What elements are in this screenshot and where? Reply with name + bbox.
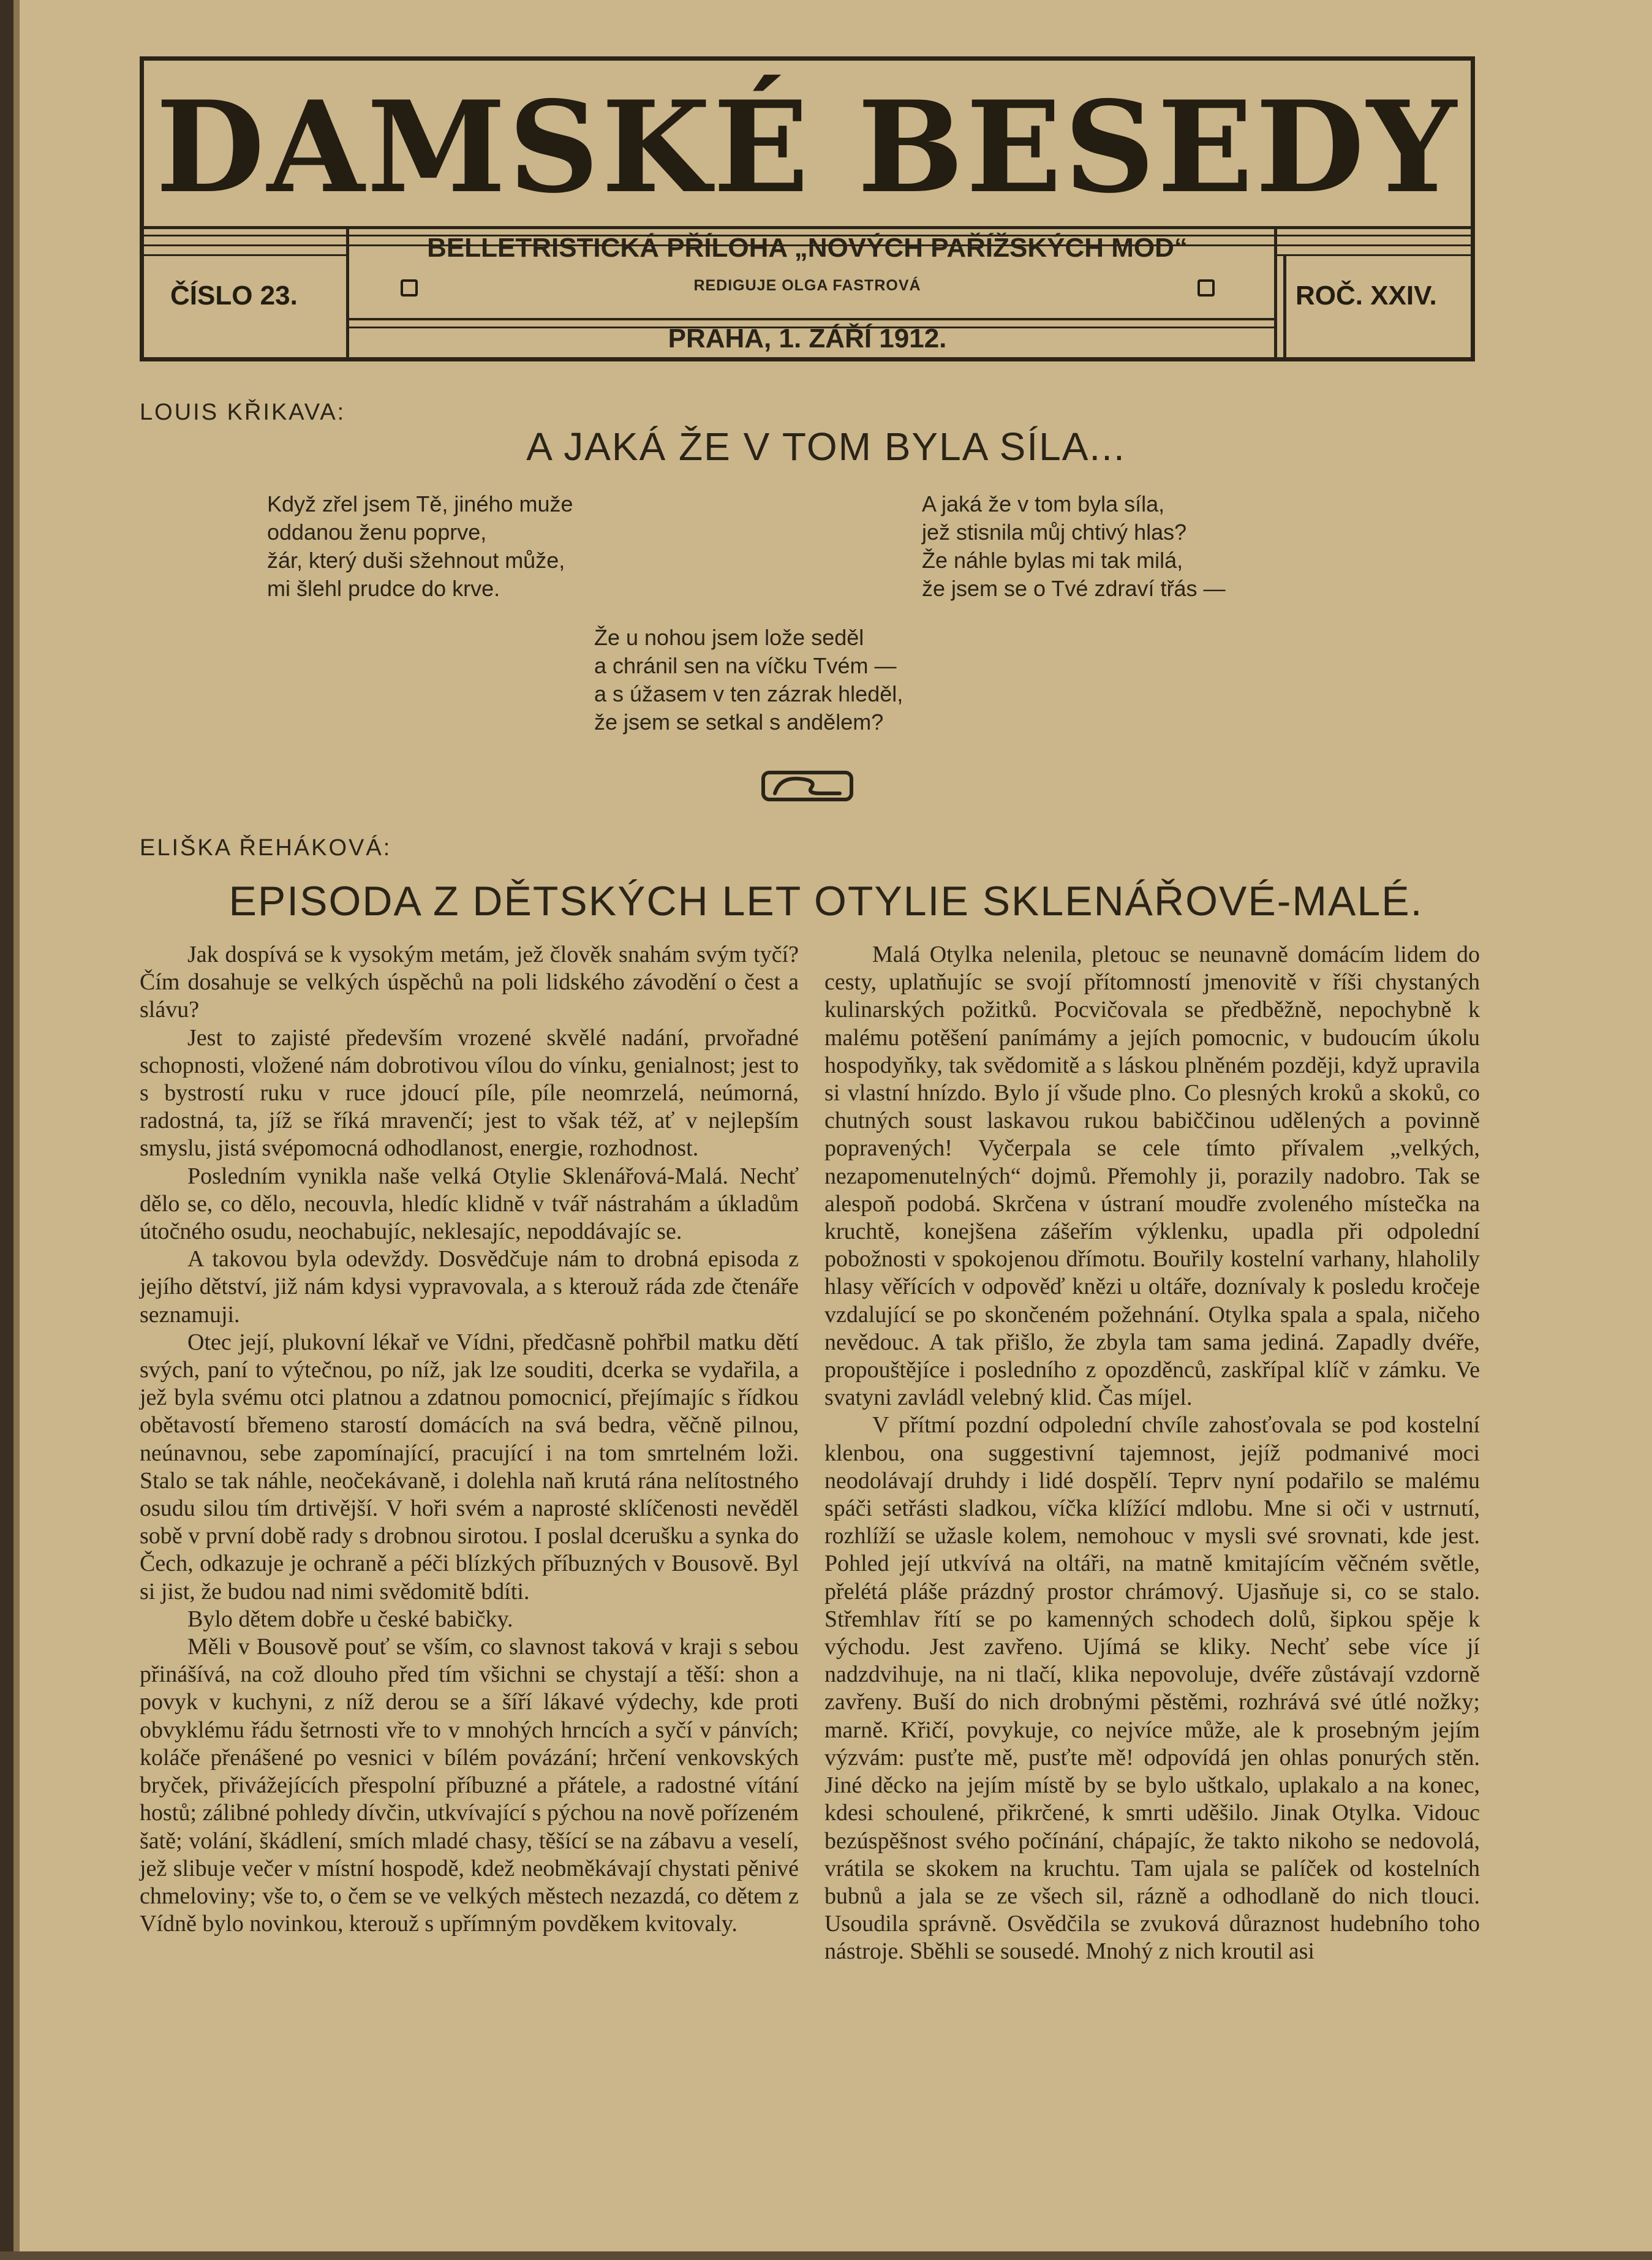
- decorative-ornament: [761, 769, 853, 803]
- binding-edge: [13, 0, 20, 2260]
- story-paragraph: Otec její, plukovní lékař ve Vídni, předčasně pohřbil matku dětí svých, paní to výtečnou, po níž, jak lze souditi, dcerka se vydařila, a jež byla svému otci platnou a zdatnou pomocnicí, přejímajíc s řídkou obětavostí břemeno starostí domácích na svá bedra, věčně pilnou, neúnavnou, sebe zapomínající, pracující i na tom smrtelném loži. Stalo se tak náhle, neočekávaně, i dolehla naň krutá rána nelítostného osudu silou tím drtivější. V hoři svém a naprosté sklíčenosti nevěděl sobě v první době rady s drobnou sirotou. I poslal dcerušku a synka do Čech, odkazuje je ochraně a péči blízkých příbuzných v Bousově. Byl si jist, že budou nad nimi svědomitě bdíti.: [140, 1329, 799, 1604]
- story-right-column: [824, 941, 1480, 1966]
- masthead-rule: [1277, 254, 1471, 256]
- binding-spine: [0, 0, 13, 2260]
- editor-line: REDIGUJE OLGA FASTROVÁ: [693, 277, 921, 294]
- story-paragraph: A takovou byla odevždy. Dosvědčuje nám to drobná episoda z jejího dětství, již nám kdysi vypravovala, a s kterouž ráda zde čtenáře seznamuji.: [140, 1246, 799, 1328]
- poem-title: A JAKÁ ŽE V TOM BYLA SÍLA...: [526, 425, 1126, 469]
- story-paragraph: Měli v Bousově pouť se vším, co slavnost taková v kraji s sebou přinášívá, na což dlouho před tím všichni se chystají a těší: shon a povyk v kuchyni, z níž derou se a šíří lákavé výdechy, kde proti obvyklému řádu šetrnosti vře to v mnohých hrncích a syčí v pánvích; koláče přenášené po vesnici v bílém povázání; hrčení venkovských bryček, přivážejících přespolní příbuzné a přátele, a radostné vítání hostů; zálibné pohledy dívčin, utkvívající s pýchou na nově pořízeném šatě; volání, škádlení, smích mladé chasy, těšící se na zábavu a veselí, jež slibuje večer v místní hospodě, kdež neobměkávají chystati pěnivé chmeloviny; vše to, o čem se ve velkých městech nezazdá, co dětem z Vídně bylo novinkou, kterouž s upřímným povděkem kvitovaly.: [140, 1634, 799, 1937]
- poem-author: LOUIS KŘIKAVA:: [140, 399, 346, 425]
- story-paragraph: Bylo dětem dobře u české babičky.: [187, 1606, 513, 1632]
- poem-line: že jsem se setkal s andělem?: [594, 709, 884, 735]
- issue-number: ČÍSLO 23.: [170, 281, 298, 311]
- poem-line: Že náhle bylas mi tak milá,: [922, 548, 1183, 573]
- poem-line: jež stisnila můj chtivý hlas?: [922, 520, 1187, 545]
- dateline: PRAHA, 1. ZÁŘÍ 1912.: [668, 323, 947, 353]
- poem-line: oddanou ženu poprve,: [267, 520, 487, 545]
- story-paragraph: Jest to zajisté především vrozené skvělé nadání, prvořadné schopnosti, vložené nám dobrotivou vílou do vínku, genialnost; jest to s bystrostí ruku v ruce jdoucí píle, píle neomrzelá, neúmorná, radostná, ta, jíž se říká mravenčí; jest to však též, ať v nejlepším smyslu, jistá svépomocná odhodlanost, energie, rozhodnost.: [140, 1024, 799, 1162]
- poem-line: A jaká že v tom byla síla,: [922, 491, 1165, 516]
- poem-line: Když zřel jsem Tě, jiného muže: [267, 491, 573, 516]
- story-paragraph: V přítmí pozdní odpolední chvíle zahosťovala se pod kostelní klenbou, ona suggestivní tajemnost, jejíž podmanivé moci neodolávají druhdy i lidé dospělí. Teprv nyní podařilo se malému spáči setřásti sladkou, víčka klížící mdlobu. Mne si oči v ustrnutí, rozhlíží se užasle kolem, nemohouc v mysli své srovnati, kde jest. Pohled její utkvívá na oltáři, na matně kmitajícím věčném světle, přelétá pláše prázdný prostor chrámový. Ujasňuje si, co se stalo. Střemhlav řítí se po kamenných schodech dolů, šipkou spěje k východu. Jest zavřeno. Ujímá se kliky. Nechť sebe více jí nadzdvihuje, na ni tlačí, klika nepovoluje, dvéře zůstávají vzdorně zavřeny. Buší do nich drobnými pěstěmi, rozhrává své útlé nožky; marně. Křičí, povykuje, co nejvíce může, ale k prosebným jejím výzvám: pusťte mě, pusťte mě! odpovídá jen ohlas ponurých stěn. Jiné děcko na jejím místě by se bylo uštkalo, uplakalo a na konec, kdesi schoulené, přikrčené, k smrti uděšilo. Jinak Otylka. Vidouc bezúspěšnost svého počínání, chápajíc, že takto nikoho se nedovolá, vrátila se skokem na kruchtu. Tam ujala se palíček od kostelních bubnů a jala se ze všech sil, rázně a odhodlaně do nich tlouci. Usoudila správně. Osvědčila se zvuková důraznost hudebního toho nástroje. Sběhli se sousedé. Mnohý z nich kroutil asi: [824, 1412, 1480, 1965]
- magazine-title: DAMSKÉ BESEDY: [156, 74, 1459, 221]
- story-paragraph: Posledním vynikla naše velká Otylie Sklenářová-Malá. Nechť dělo se, co dělo, necouvla, hledíc klidně v tvář nástrahám a úkladům útočného osudu, neochabujíc, neklesajíc, nepoddávajíc se.: [140, 1163, 799, 1245]
- poem-line: a chránil sen na víčku Tvém —: [594, 653, 897, 678]
- poem-line: mi šlehl prudce do krve.: [267, 576, 500, 601]
- poem-line: že jsem se o Tvé zdraví třás —: [922, 576, 1226, 601]
- story-title: EPISODA Z DĚTSKÝCH LET OTYLIE SKLENÁŘOVÉ-MALÉ.: [228, 878, 1424, 924]
- masthead-rule: [144, 254, 346, 256]
- poem-line: Že u nohou jsem lože seděl: [594, 625, 864, 650]
- masthead-divider: [1283, 254, 1286, 361]
- story-paragraph: Malá Otylka nelenila, pletouc se neunavně domácím lidem do cesty, uplatňujíc se svojí přítomností jmenovitě v říši chystaných kulinarských požitků. Pocvičovala se předběžně, nepochybně k malému potěšení panímámy a jejích pomocnic, v budoucím úkolu hospodyňky, tak svědomitě a s láskou plněném později, když upravila si vlastní hnízdo. Bylo jí všude plno. Co plesných kroků a skoků, co chutných soust laskavou rukou babiččinou udělených a povinně popravených! Vyčerpala se cele tímto přívalem „velkých, nezapomenutelných“ dojmů. Přemohly ji, porazily nadobro. Tak se alespoň podobá. Skrčena v ústraní moudře zvoleného místečka na kruchtě, konejšena zášeřím výklenku, upadla při odpolední pobožnosti v spokojenou dřímotu. Bouřily kostelní varhany, hlaholily hlasy věřících v odpověď knězi u oltáře, doznívaly k posledu kročeje vzdalující se po skončeném požehnání. Otylka spala a spala, ničeho nevědouc. A tak přišlo, že zbyla tam sama jediná. Zapadly dvéře, propouštějíce i posledního z opozděnců, zaskřípal klíč v zámku. Ve svatyni zavládl velebný klid. Čas míjel.: [824, 942, 1480, 1411]
- story-paragraph: Jak dospívá se k vysokým metám, jež člověk snahám svým tyčí? Čím dosahuje se velkých úspěchů na poli lidského závodění o čest a slávu?: [140, 942, 799, 1023]
- masthead: [140, 56, 1475, 361]
- story-left-column: [140, 941, 799, 1938]
- poem-stanza-3: [594, 624, 903, 736]
- supplement-subtitle: BELLETRISTICKÁ PŘÍLOHA „NOVÝCH PAŘÍŽSKÝCH MOD“: [427, 233, 1188, 263]
- page-bottom-edge: [0, 2251, 1652, 2260]
- poem-stanza-1: [267, 490, 573, 603]
- square-ornament-left: [401, 279, 418, 297]
- poem-line: žár, který duši sžehnout může,: [267, 548, 565, 573]
- masthead-rule: [144, 226, 1471, 229]
- square-ornament-right: [1198, 279, 1215, 297]
- masthead-rule: [346, 318, 1277, 320]
- poem-stanza-2: [922, 490, 1226, 603]
- volume-number: ROČ. XXIV.: [1296, 281, 1437, 311]
- story-author: ELIŠKA ŘEHÁKOVÁ:: [140, 835, 392, 861]
- poem-line: a s úžasem v ten zázrak hleděl,: [594, 681, 903, 706]
- masthead-divider: [1274, 226, 1277, 361]
